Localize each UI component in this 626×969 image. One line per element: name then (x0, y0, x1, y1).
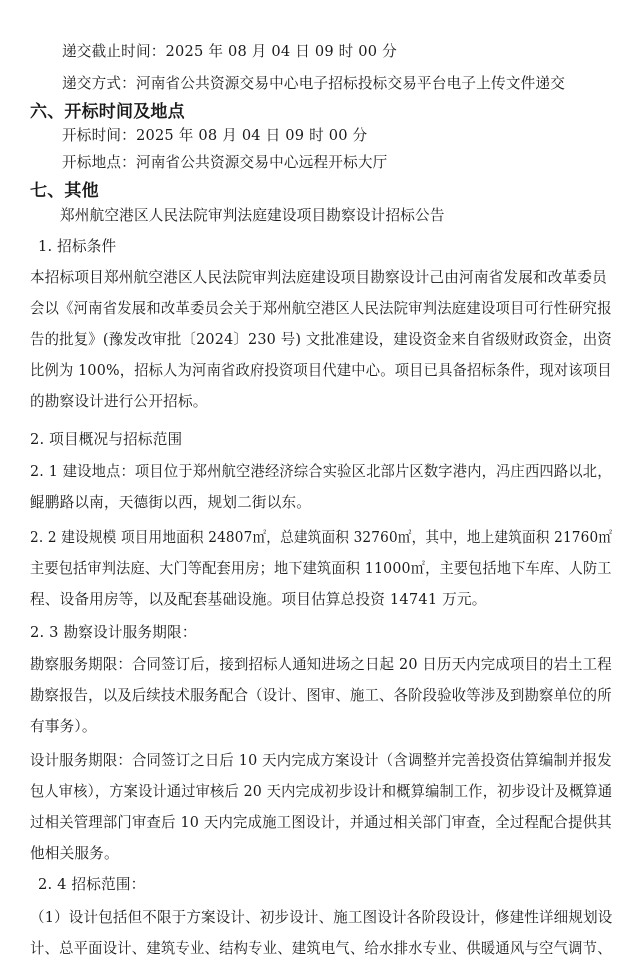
paragraph-line: 鲲鹏路以南，天德街以西，规划二街以东。 (30, 494, 312, 511)
paragraph-line: 比例为 100%，招标人为河南省政府投资项目代建中心。项目已具备招标条件，现对该项目 (30, 362, 612, 379)
paragraph-line: 2. 1 建设地点：项目位于郑州航空港经济综合实验区北部片区数字港内，冯庄西四路以北， (30, 463, 612, 480)
paragraph-line: 包人审核），方案设计通过审核后 20 天内完成初步设计和概算编制工作，初步设计及概算通 (30, 783, 613, 800)
paragraph-line: 主要包括审判法庭、大门等配套用房；地下建筑面积 11000㎡，主要包括地下车库、人防工 (30, 560, 612, 577)
paragraph-line: 的勘察设计进行公开招标。 (30, 393, 208, 410)
paragraph-line: 有事务）。 (30, 718, 97, 735)
paragraph-line: 过相关管理部门审查后 10 天内完成施工图设计，并通过相关部门审查，全过程配合提供其 (30, 814, 612, 831)
paragraph-line: 勘察报告，以及后续技术服务配合（设计、图审、施工、各阶段验收等涉及到勘察单位的所 (30, 687, 612, 704)
subheading-conditions: 1. 招标条件 (38, 238, 117, 255)
paragraph-line: 计、总平面设计、建筑专业、结构专业、建筑电气、给水排水专业、供暖通风与空气调节、 (30, 940, 612, 957)
paragraph-line: 勘察服务期限：合同签订后，接到招标人通知进场之日起 20 日历天内完成项目的岩土工程 (30, 656, 612, 673)
section-heading-opening: 六、开标时间及地点 (30, 102, 185, 122)
paragraph-line: 2. 2 建设规模 项目用地面积 24807㎡，总建筑面积 32760㎡，其中，地上建筑面积 21760㎡ (30, 529, 613, 546)
subheading-service-period: 2. 3 勘察设计服务期限： (30, 624, 197, 641)
section-heading-other: 七、其他 (30, 181, 99, 201)
announcement-title: 郑州航空港区人民法院审判法庭建设项目勘察设计招标公告 (60, 207, 445, 224)
paragraph-line: （1）设计包括但不限于方案设计、初步设计、施工图设计各阶段设计，修建性详细规划设 (30, 909, 613, 926)
paragraph-line: 本招标项目郑州航空港区人民法院审判法庭建设项目勘察设计己由河南省发展和改革委员 (30, 269, 607, 286)
paragraph-line: 会以《河南省发展和改革委员会关于郑州航空港区人民法院审判法庭建设项目可行性研究报 (30, 300, 612, 317)
paragraph-line: 设计服务期限：合同签订之日后 10 天内完成方案设计（含调整并完善投资估算编制并报发 (30, 752, 612, 769)
opening-time: 开标时间：2025 年 08 月 04 日 09 时 00 分 (62, 127, 368, 144)
subheading-scope: 2. 4 招标范围： (38, 876, 146, 893)
paragraph-line: 程、设备用房等，以及配套基础设施。项目估算总投资 14741 万元。 (30, 591, 487, 608)
submission-deadline: 递交截止时间：2025 年 08 月 04 日 09 时 00 分 (62, 43, 397, 60)
submission-method: 递交方式：河南省公共资源交易中心电子招标投标交易平台电子上传文件递交 (62, 75, 565, 92)
opening-location: 开标地点：河南省公共资源交易中心远程开标大厅 (62, 154, 388, 171)
paragraph-line: 他相关服务。 (30, 845, 119, 862)
paragraph-line: 告的批复》(豫发改审批〔2024〕230 号) 文批准建设，建设资金来自省级财政资金，出资 (30, 331, 612, 348)
subheading-overview: 2. 项目概况与招标范围 (30, 431, 183, 448)
